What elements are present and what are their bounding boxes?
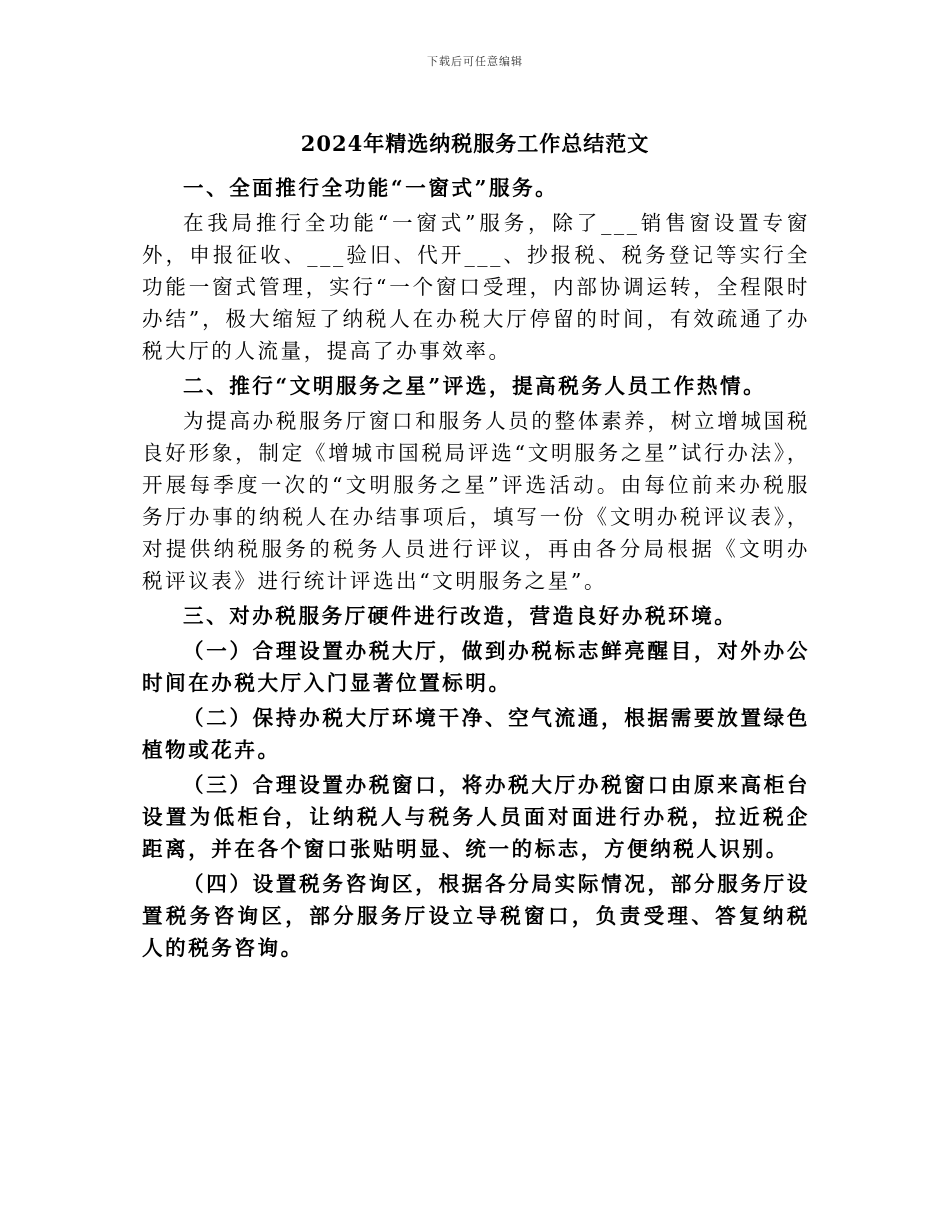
- sub-item-2: （二）保持办税大厅环境干净、空气流通，根据需要放置绿色植物或花卉。: [142, 706, 810, 762]
- section-heading-2: 二、推行“文明服务之星”评选，提高税务人员工作热情。: [183, 374, 767, 398]
- header-note: 下载后可任意编辑: [427, 55, 523, 68]
- sub-item-1: （一）合理设置办税大厅，做到办税标志鲜亮醒目，对外办公时间在办税大厅入门显著位置标明。: [142, 639, 810, 695]
- document-body: [142, 172, 810, 967]
- sub-item-3: （三）合理设置办税窗口，将办税大厅办税窗口由原来高柜台设置为低柜台，让纳税人与税务人员面对面进行办税，拉近税企距离，并在各个窗口张贴明显、统一的标志，方便纳税人识别。: [142, 773, 810, 861]
- body-paragraph-1: 在我局推行全功能“一窗式”服务，除了___销售窗设置专窗外，申报征收、___验旧、代开___、抄报税、税务登记等实行全功能一窗式管理，实行“一个窗口受理，内部协调运转，全程限时办结”，极大缩短了纳税人在办税大厅停留的时间，有效疏通了办税大厅的人流量，提高了办事效率。: [142, 211, 810, 363]
- section-heading-1: 一、全面推行全功能“一窗式”服务。: [183, 176, 559, 200]
- sub-item-4: （四）设置税务咨询区，根据各分局实际情况，部分服务厅设置税务咨询区，部分服务厅设立导税窗口，负责受理、答复纳税人的税务咨询。: [142, 872, 810, 960]
- section-heading-3: 三、对办税服务厅硬件进行改造，营造良好办税环境。: [183, 604, 738, 628]
- body-paragraph-2: 为提高办税服务厅窗口和服务人员的整体素养，树立增城国税良好形象，制定《增城市国税局评选“文明服务之星”试行办法》，开展每季度一次的“文明服务之星”评选活动。由每位前来办税服务厅办事的纳税人在办结事项后，填写一份《文明办税评议表》，对提供纳税服务的税务人员进行评议，再由各分局根据《文明办税评议表》进行统计评选出“文明服务之星”。: [142, 409, 810, 593]
- document-title: 2024年精选纳税服务工作总结范文: [300, 131, 650, 156]
